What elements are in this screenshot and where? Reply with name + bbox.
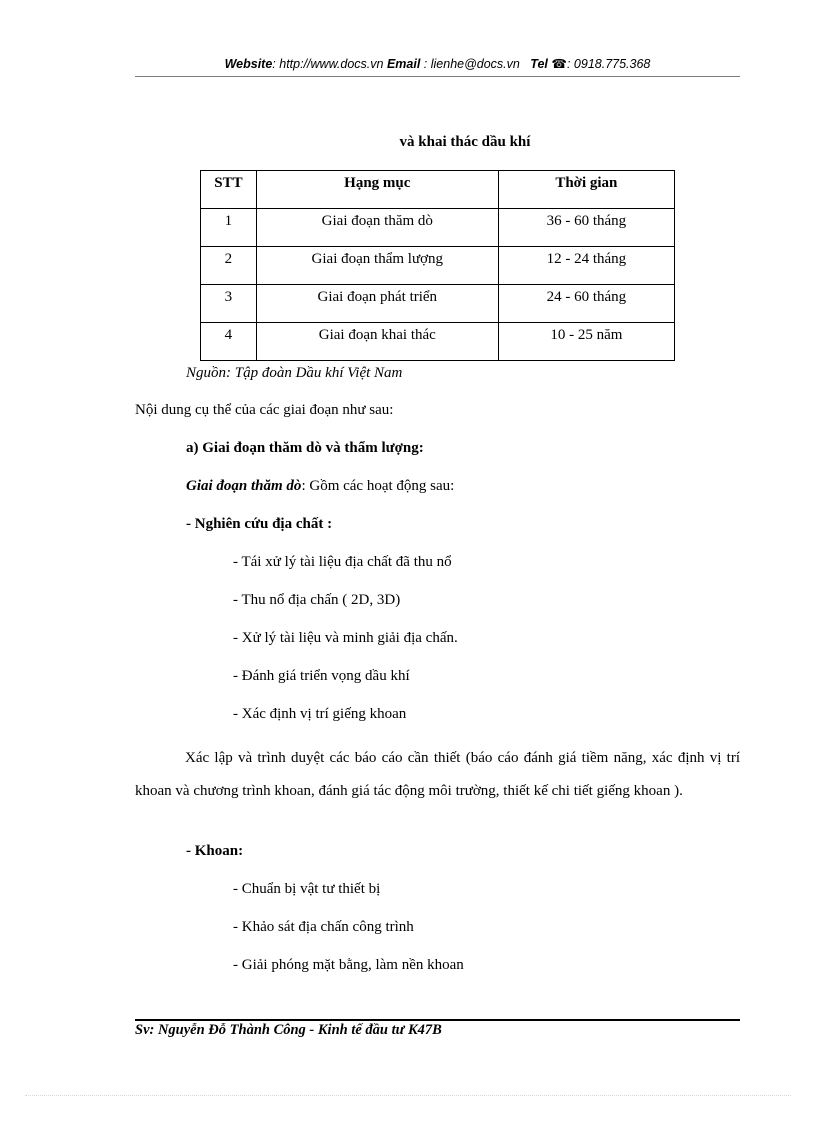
table-cell: 3 <box>201 285 257 323</box>
table-cell: Giai đoạn thẩm lượng <box>256 247 498 285</box>
tel-value: : 0918.775.368 <box>566 57 651 71</box>
table-cell: 1 <box>201 209 257 247</box>
intro-text: Nội dung cụ thể của các giai đoạn như sau: <box>135 402 394 418</box>
phone-icon: ☎ <box>551 57 567 71</box>
table-cell: Giai đoạn khai thác <box>256 323 498 361</box>
stages-table <box>200 170 675 361</box>
list-item: - Đánh giá triển vọng dầu khí <box>233 668 410 684</box>
section-a-heading: a) Giai đoạn thăm dò và thẩm lượng: <box>186 440 424 456</box>
list-item: - Tái xử lý tài liệu địa chất đã thu nổ <box>233 554 452 570</box>
list-item: - Xử lý tài liệu và minh giải địa chấn. <box>233 630 458 646</box>
email-label: Email <box>386 57 421 71</box>
tel-label: Tel <box>530 57 548 71</box>
table-row <box>201 209 675 247</box>
list-item: - Xác định vị trí giếng khoan <box>233 706 407 722</box>
table-header-row <box>201 171 675 209</box>
list-item: - Thu nổ địa chấn ( 2D, 3D) <box>233 592 401 608</box>
table-cell: 4 <box>201 323 257 361</box>
table-cell: 36 - 60 tháng <box>498 209 674 247</box>
geology-heading: - Nghiên cứu địa chất : <box>186 516 333 532</box>
page-footer: Sv: Nguyễn Đỗ Thành Công - Kinh tế đầu tư K47B <box>135 1022 442 1038</box>
table-cell: 10 - 25 năm <box>498 323 674 361</box>
table-source: Nguồn: Tập đoàn Dầu khí Việt Nam <box>186 365 403 381</box>
column-header-item: Hạng mục <box>256 171 498 209</box>
table-cell: 12 - 24 tháng <box>498 247 674 285</box>
column-header-stt: STT <box>201 171 257 209</box>
page-header <box>135 56 740 71</box>
list-item: - Giải phóng mặt bằng, làm nền khoan <box>233 957 464 973</box>
header-divider <box>135 76 740 77</box>
body-paragraph: Xác lập và trình duyệt các báo cáo cần thiết (báo cáo đánh giá tiềm năng, xác định vị trí khoan và chương trình khoan, đánh giá tác động môi trường, thiết kế chi tiết giếng khoan ). <box>135 750 740 799</box>
drilling-heading: - Khoan: <box>186 843 244 859</box>
subsection-line <box>186 478 454 495</box>
table-cell: Giai đoạn thăm dò <box>256 209 498 247</box>
list-item: - Khảo sát địa chấn công trình <box>233 919 414 935</box>
table-row <box>201 247 675 285</box>
table-cell: Giai đoạn phát triển <box>256 285 498 323</box>
column-header-time: Thời gian <box>498 171 674 209</box>
table-caption: và khai thác dầu khí <box>399 134 531 150</box>
subsection-label: Giai đoạn thăm dò <box>186 478 302 494</box>
table-cell: 24 - 60 tháng <box>498 285 674 323</box>
website-label: Website <box>224 57 273 71</box>
website-value[interactable]: : http://www.docs.vn <box>272 57 384 71</box>
list-item: - Chuẩn bị vật tư thiết bị <box>233 881 381 897</box>
table-cell: 2 <box>201 247 257 285</box>
table-row <box>201 323 675 361</box>
page-bottom-border <box>25 1095 791 1096</box>
table-row <box>201 285 675 323</box>
email-value[interactable]: : lienhe@docs.vn <box>420 57 520 71</box>
subsection-text: : Gồm các hoạt động sau: <box>301 478 455 494</box>
footer-divider <box>135 1019 740 1021</box>
